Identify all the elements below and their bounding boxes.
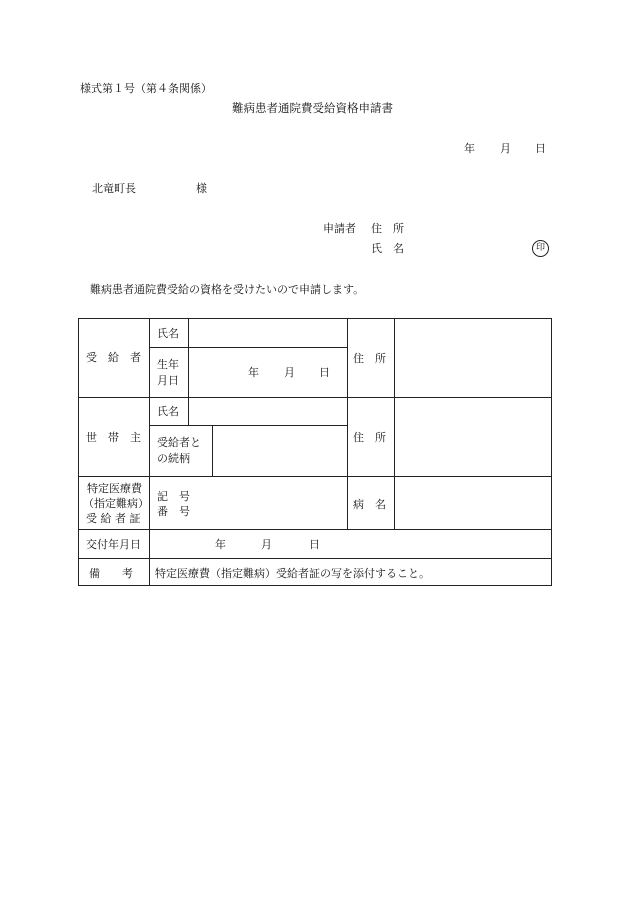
certificate-number-field[interactable]	[199, 477, 347, 529]
certificate-header-3: 受 給 者 証	[86, 512, 141, 525]
addressee-honorific: 様	[196, 182, 207, 195]
date-year: 年	[464, 142, 475, 155]
addressee-name: 北竜町長	[92, 182, 136, 195]
application-table	[78, 318, 552, 586]
applicant-address-label: 住 所	[371, 222, 404, 235]
recipient-birth-label-2: 月日	[157, 374, 179, 387]
recipient-address-field[interactable]	[395, 319, 552, 397]
recipient-header: 受 給 者	[86, 351, 141, 364]
disease-field[interactable]	[395, 477, 552, 529]
form-number: 様式第１号（第４条関係）	[80, 82, 212, 95]
householder-relation-field[interactable]	[213, 426, 347, 476]
applicant-name-label: 氏 名	[371, 242, 404, 255]
issue-date-day: 日	[309, 538, 320, 551]
date-day: 日	[535, 142, 546, 155]
applicant-label: 申請者	[323, 222, 356, 235]
recipient-address-label: 住 所	[353, 352, 386, 365]
recipient-name-label: 氏名	[157, 327, 179, 340]
certificate-number-label: 番 号	[157, 505, 190, 518]
date-month: 月	[500, 142, 511, 155]
recipient-name-field[interactable]	[188, 322, 347, 347]
recipient-birth-label-1: 生年	[157, 358, 179, 371]
recipient-birth-day: 日	[319, 366, 330, 379]
householder-name-field[interactable]	[189, 398, 347, 425]
certificate-header-1: 特定医療費	[87, 482, 142, 495]
householder-address-field[interactable]	[395, 398, 552, 476]
remarks-text: 特定医療費（指定難病）受給者証の写を添付すること。	[155, 567, 430, 580]
seal-mark-icon: 印	[532, 240, 549, 257]
recipient-birth-month: 月	[284, 366, 295, 379]
table-divider	[347, 319, 348, 529]
householder-name-label: 氏名	[157, 405, 179, 418]
issue-date-year: 年	[215, 538, 226, 551]
issue-date-label: 交付年月日	[86, 538, 141, 551]
recipient-birth-year: 年	[248, 366, 259, 379]
certificate-symbol-label: 記 号	[157, 490, 190, 503]
table-divider	[149, 319, 150, 586]
householder-relation-label-1: 受給者と	[157, 436, 201, 449]
householder-address-label: 住 所	[353, 431, 386, 444]
householder-header: 世 帯 主	[86, 431, 141, 444]
issue-date-month: 月	[261, 538, 272, 551]
remarks-label: 備 考	[89, 567, 133, 580]
disease-label: 病 名	[353, 498, 386, 511]
householder-relation-label-2: の続柄	[157, 452, 190, 465]
statement-text: 難病患者通院費受給の資格を受けたいので申請します。	[90, 283, 365, 296]
table-divider	[150, 347, 347, 348]
certificate-header-2: （指定難病）	[83, 497, 149, 510]
page-title: 難病患者通院費受給資格申請書	[232, 101, 393, 115]
